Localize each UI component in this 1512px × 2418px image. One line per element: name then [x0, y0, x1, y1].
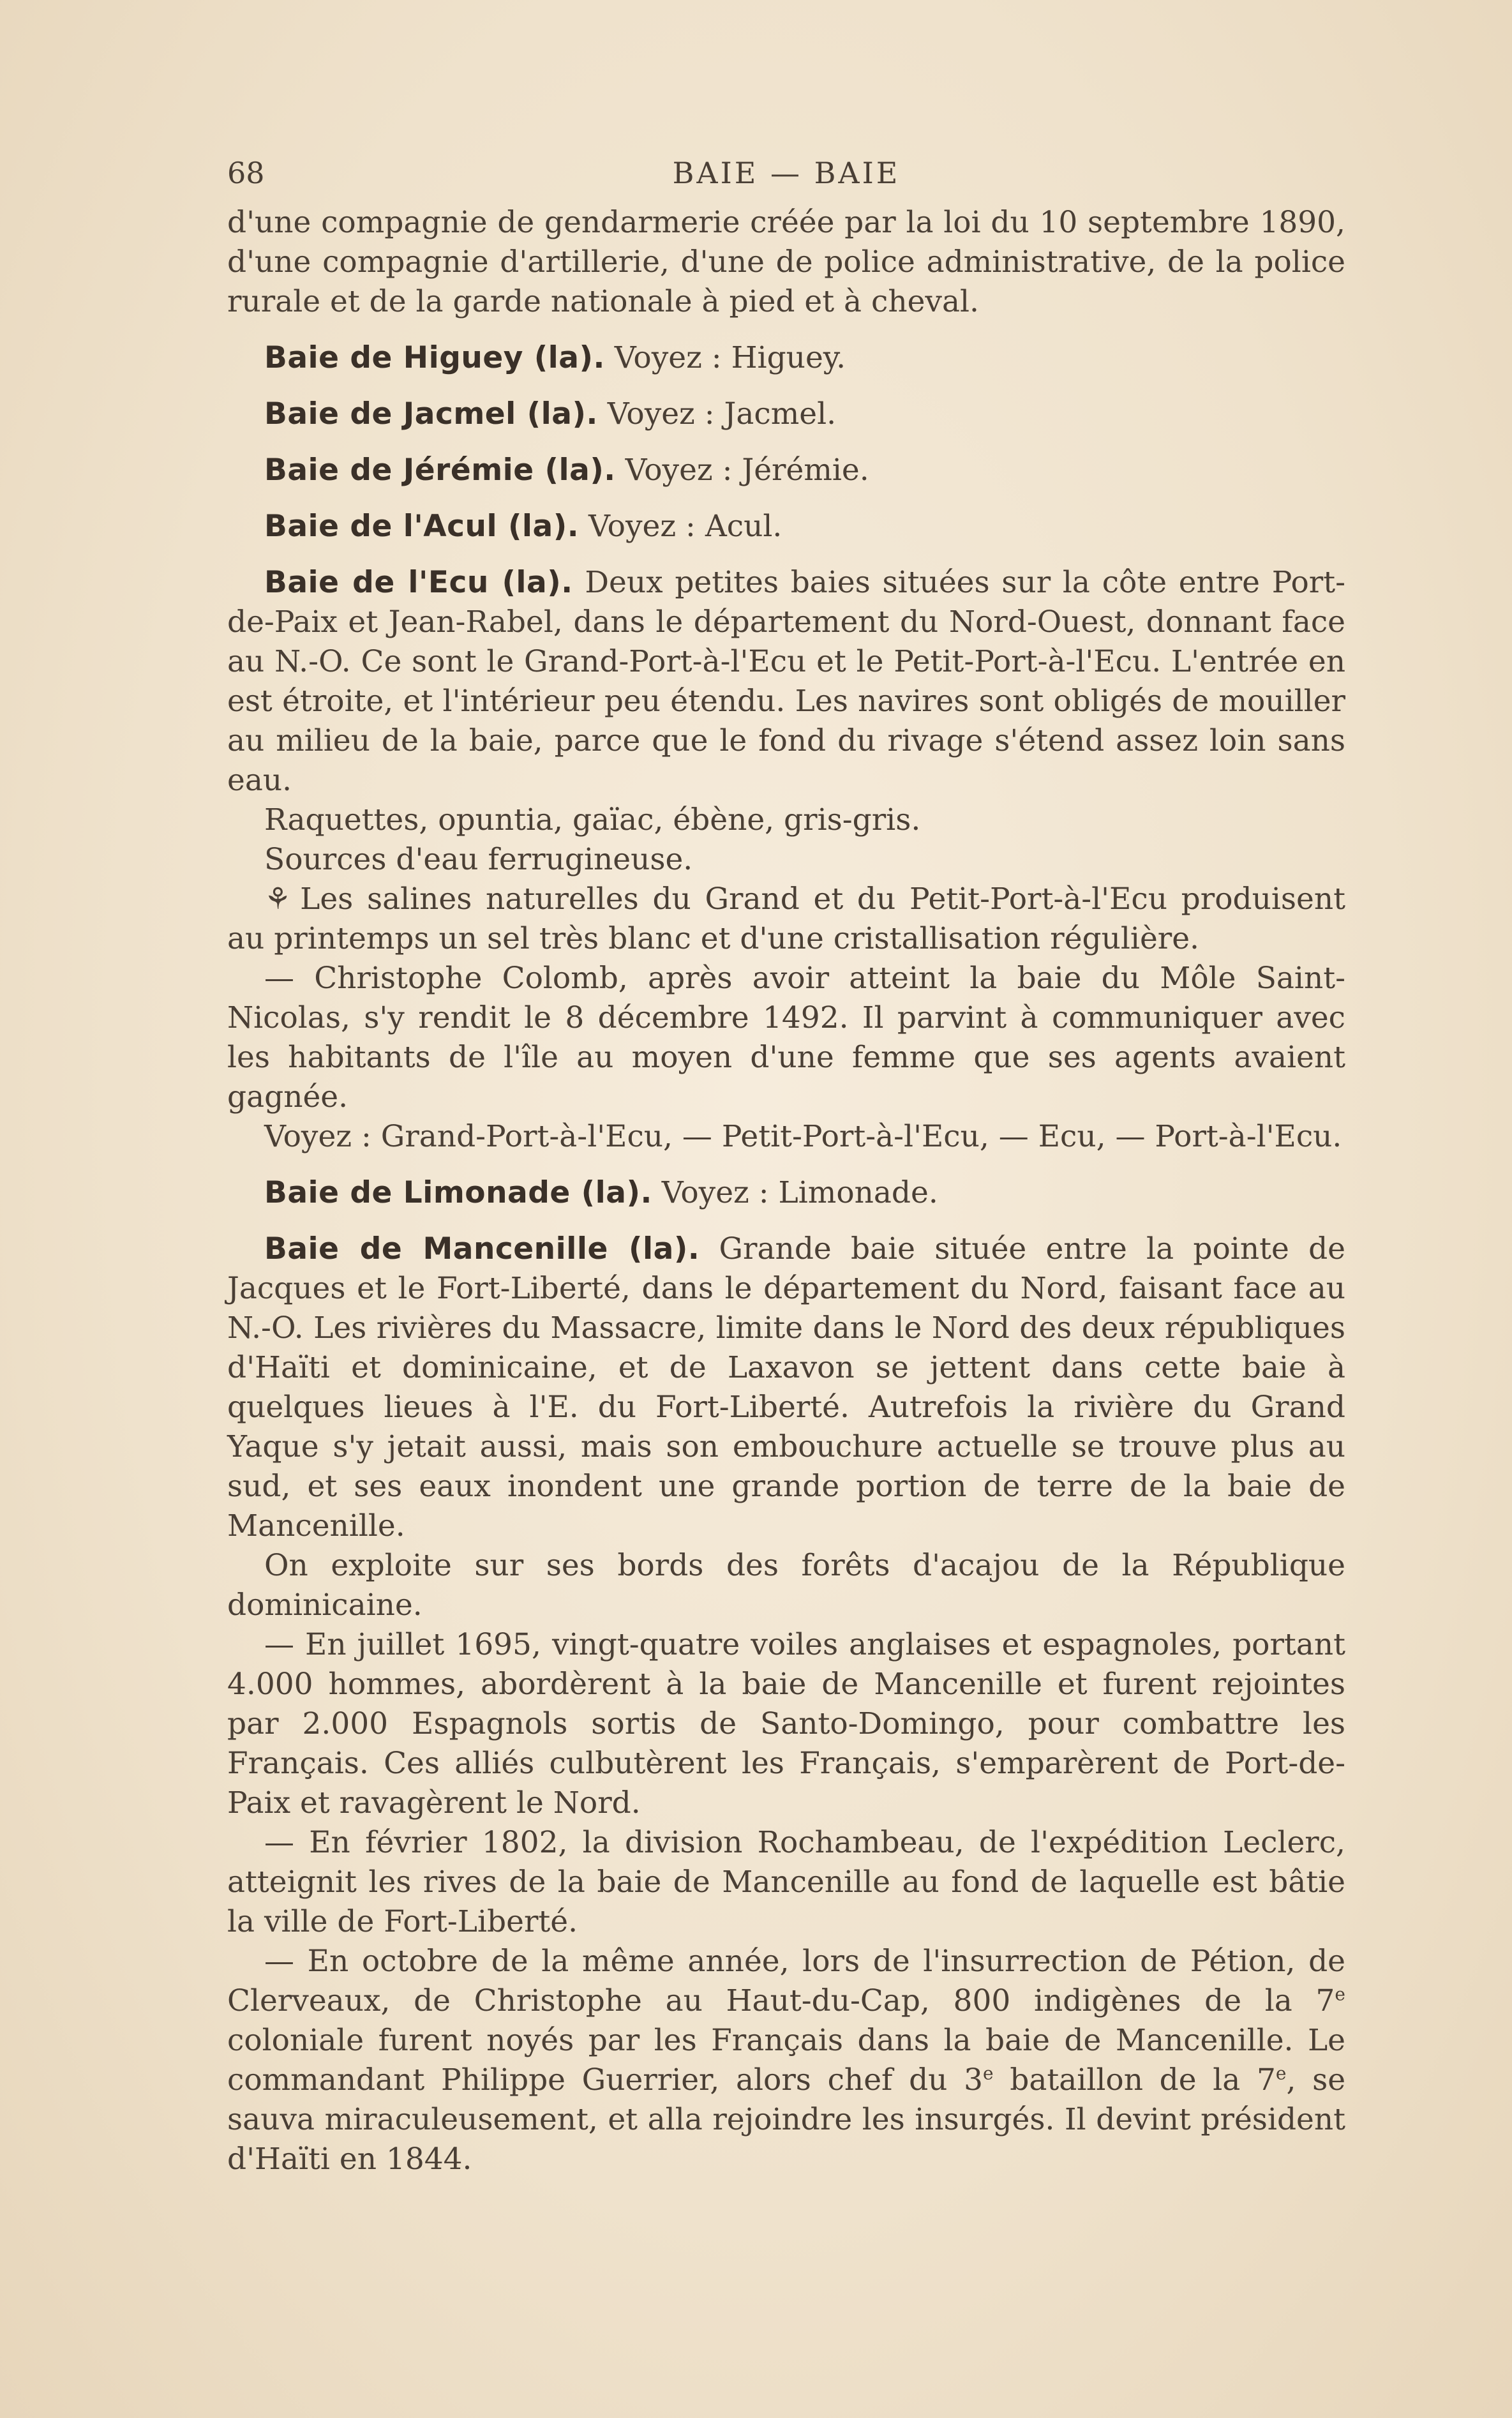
mancenille-acajou: On exploite sur ses bords des forêts d'acajou de la République dominicaine.	[227, 1548, 1345, 1623]
entry-text: Voyez : Higuey.	[614, 340, 846, 375]
superscript: e	[1275, 2062, 1287, 2084]
running-head	[227, 153, 1345, 198]
entry-heading: Baie de Mancenille (la).	[264, 1231, 700, 1266]
ecu-see-also: Voyez : Grand-Port-à-l'Ecu, — Petit-Port-à-l'Ecu, — Ecu, — Port-à-l'Ecu.	[264, 1119, 1342, 1154]
entry-heading: Baie de Limonade (la).	[264, 1175, 652, 1210]
ecu-flora: Raquettes, opuntia, gaïac, ébène, gris-gris.	[264, 802, 921, 837]
entry-ecu	[227, 563, 1345, 800]
mancenille-1802: — En février 1802, la division Rochambeau, de l'expédition Leclerc, atteignit les rives de la baie de Mancenille au fond de laquelle est bâtie la ville de Fort-Liberté.	[227, 1825, 1345, 1939]
entry-heading: Baie de Jacmel (la).	[264, 396, 598, 432]
running-title: BAIE — BAIE	[672, 156, 901, 190]
mancenille-insurrection	[227, 1942, 1345, 2179]
ecu-springs: Sources d'eau ferrugineuse.	[264, 842, 693, 877]
entry-text: Voyez : Acul.	[588, 509, 782, 544]
text-run: — En octobre de la même année, lors de l'insurrection de Pétion, de Clerveaux, de Christophe au Haut-du-Cap, 800 indigènes de la 7	[227, 1944, 1345, 2018]
entry-jacmel	[227, 394, 1345, 434]
entry-heading: Baie de Higuey (la).	[264, 340, 605, 375]
entry-heading: Baie de l'Acul (la).	[264, 509, 580, 544]
text-block	[227, 153, 1345, 2179]
entry-text: Grande baie située entre la pointe de Jacques et le Fort-Liberté, dans le département du Nord, faisant face au N.-O. Les rivières du Massacre, limite dans le Nord des deux républiques d'Haïti et dominicaine, et de Laxavon se jettent dans cette baie à quelques lieues à l'E. du Fort-Liberté. Autrefois la rivière du Grand Yaque s'y jetait aussi, mais son embouchure actuelle se trouve plus au sud, et ses eaux inondent une grande portion de terre de la baie de Mancenille.	[227, 1231, 1345, 1543]
superscript: e	[1335, 1983, 1345, 2005]
entry-mancenille	[227, 1229, 1345, 1546]
entry-acul	[227, 507, 1345, 546]
entry-limonade	[227, 1173, 1345, 1213]
superscript: e	[983, 2062, 994, 2084]
entry-text: Voyez : Limonade.	[661, 1175, 938, 1210]
ecu-colomb: — Christophe Colomb, après avoir atteint la baie du Môle Saint-Nicolas, s'y rendit le 8 décembre 1492. Il parvint à communiquer avec les habitants de l'île au moyen d'une femme que ses agents avaient gagnée.	[227, 961, 1345, 1115]
entry-text: Deux petites baies situées sur la côte entre Port-de-Paix et Jean-Rabel, dans le département du Nord-Ouest, donnant face au N.-O. Ce sont le Grand-Port-à-l'Ecu et le Petit-Port-à-l'Ecu. L'entrée en est étroite, et l'intérieur peu étendu. Les navires sont obligés de mouiller au milieu de la baie, parce que le fond du rivage s'étend assez loin sans eau.	[227, 565, 1345, 798]
text-run: coloniale furent noyés par les Français dans la baie de Mancenille. Le commandant Philippe Guerrier, alors chef du 3	[227, 2023, 1345, 2098]
opening-paragraph: d'une compagnie de gendarmerie créée par la loi du 10 septembre 1890, d'une compagnie d'artillerie, d'une de police administrative, de la police rurale et de la garde nationale à pied et à cheval.	[227, 205, 1345, 319]
ecu-salines-text: Les salines naturelles du Grand et du Petit-Port-à-l'Ecu produisent au printemps un sel très blanc et d'une cristallisation régulière.	[227, 882, 1345, 956]
mancenille-1695: — En juillet 1695, vingt-quatre voiles anglaises et espagnoles, portant 4.000 hommes, abordèrent à la baie de Mancenille et furent rejointes par 2.000 Espagnols sortis de Santo-Domingo, pour combattre les Français. Ces alliés culbutèrent les Français, s'emparèrent de Port-de-Paix et ravagèrent le Nord.	[227, 1627, 1345, 1821]
entry-text: Voyez : Jacmel.	[607, 396, 837, 432]
fleuron-icon: ⚘	[264, 882, 292, 917]
ecu-salines	[227, 880, 1345, 959]
entry-text: Voyez : Jérémie.	[625, 453, 869, 488]
entry-heading: Baie de Jérémie (la).	[264, 453, 616, 488]
text-run: bataillon de la 7	[993, 2062, 1276, 2098]
entry-jeremie	[227, 451, 1345, 490]
entry-higuey	[227, 338, 1345, 378]
text-run: , se sauva miraculeusement, et alla rejoindre les insurgés. Il devint président d'Haïti en 1844.	[227, 2062, 1346, 2177]
page-number: 68	[227, 156, 265, 190]
entry-heading: Baie de l'Ecu (la).	[264, 565, 573, 600]
